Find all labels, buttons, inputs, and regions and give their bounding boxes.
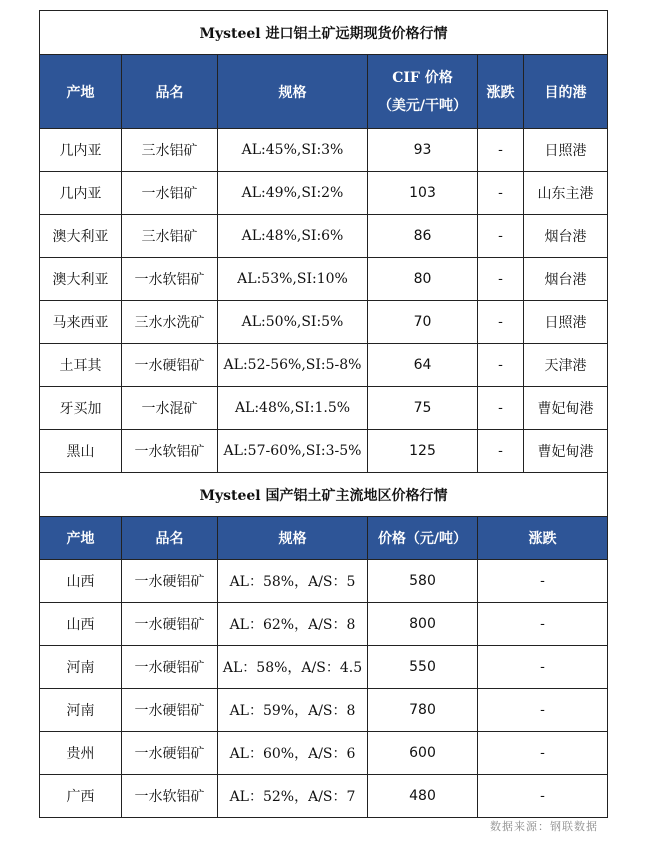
- cell-change: -: [478, 603, 608, 646]
- cell-spec: AL：52%，A/S：7: [218, 775, 368, 818]
- cell-price: 75: [368, 387, 478, 430]
- cell-origin: 马来西亚: [40, 301, 122, 344]
- header-change: 涨跌: [478, 55, 524, 129]
- cell-spec: AL：60%，A/S：6: [218, 732, 368, 775]
- cell-change: -: [478, 560, 608, 603]
- cell-product: 一水硬铝矿: [122, 560, 218, 603]
- cell-product: 一水混矿: [122, 387, 218, 430]
- cell-product: 一水铝矿: [122, 172, 218, 215]
- cell-origin: 几内亚: [40, 172, 122, 215]
- cell-price: 480: [368, 775, 478, 818]
- cell-change: -: [478, 215, 524, 258]
- cell-product: 一水硬铝矿: [122, 646, 218, 689]
- data-source-note: 数据来源：钢联数据: [490, 820, 598, 833]
- cell-product: 一水硬铝矿: [122, 732, 218, 775]
- cell-price: 780: [368, 689, 478, 732]
- header-cif-price: [368, 55, 478, 129]
- cell-price: 80: [368, 258, 478, 301]
- domestic-table-row: [40, 560, 608, 603]
- domestic-header-row: [40, 517, 608, 560]
- cell-spec: AL:48%,SI:6%: [218, 215, 368, 258]
- cell-change: -: [478, 172, 524, 215]
- cell-origin: 牙买加: [40, 387, 122, 430]
- cell-port: 烟台港: [524, 215, 608, 258]
- import-table-row: [40, 387, 608, 430]
- header-origin: 产地: [40, 517, 122, 560]
- cell-spec: AL：58%，A/S：5: [218, 560, 368, 603]
- cell-product: 三水铝矿: [122, 215, 218, 258]
- cell-product: 三水水洗矿: [122, 301, 218, 344]
- cell-product: 一水硬铝矿: [122, 603, 218, 646]
- cell-price: 86: [368, 215, 478, 258]
- header-change: 涨跌: [478, 517, 608, 560]
- cell-origin: 澳大利亚: [40, 215, 122, 258]
- cell-port: 山东主港: [524, 172, 608, 215]
- cell-change: -: [478, 775, 608, 818]
- cell-change: -: [478, 732, 608, 775]
- cell-spec: AL:49%,SI:2%: [218, 172, 368, 215]
- cell-change: -: [478, 689, 608, 732]
- cell-port: 曹妃甸港: [524, 430, 608, 473]
- header-port: 目的港: [524, 55, 608, 129]
- header-price: 价格（元/吨）: [368, 517, 478, 560]
- cell-price: 580: [368, 560, 478, 603]
- cell-price: 103: [368, 172, 478, 215]
- cell-change: -: [478, 129, 524, 172]
- cell-change: -: [478, 387, 524, 430]
- cell-spec: AL:48%,SI:1.5%: [218, 387, 368, 430]
- import-table-row: [40, 344, 608, 387]
- cell-price: 93: [368, 129, 478, 172]
- import-header-row: [40, 55, 608, 129]
- header-spec: 规格: [218, 55, 368, 129]
- cell-price: 70: [368, 301, 478, 344]
- import-table-row: [40, 129, 608, 172]
- cell-product: 一水软铝矿: [122, 430, 218, 473]
- cell-spec: AL：58%，A/S：4.5: [218, 646, 368, 689]
- cell-price: 800: [368, 603, 478, 646]
- header-cif-line1: CIF 价格: [392, 69, 453, 86]
- domestic-table-row: [40, 689, 608, 732]
- cell-change: -: [478, 646, 608, 689]
- header-origin: 产地: [40, 55, 122, 129]
- cell-spec: AL:57-60%,SI:3-5%: [218, 430, 368, 473]
- cell-product: 一水硬铝矿: [122, 344, 218, 387]
- domestic-table-row: [40, 603, 608, 646]
- cell-port: 天津港: [524, 344, 608, 387]
- cell-spec: AL:45%,SI:3%: [218, 129, 368, 172]
- cell-product: 一水软铝矿: [122, 258, 218, 301]
- header-product: 品名: [122, 55, 218, 129]
- cell-product: 一水软铝矿: [122, 775, 218, 818]
- cell-origin: 几内亚: [40, 129, 122, 172]
- cell-price: 550: [368, 646, 478, 689]
- cell-change: -: [478, 301, 524, 344]
- cell-spec: AL：62%，A/S：8: [218, 603, 368, 646]
- cell-change: -: [478, 258, 524, 301]
- cell-origin: 黑山: [40, 430, 122, 473]
- import-table-row: [40, 215, 608, 258]
- cell-spec: AL:52-56%,SI:5-8%: [218, 344, 368, 387]
- cell-origin: 山西: [40, 603, 122, 646]
- cell-price: 125: [368, 430, 478, 473]
- cell-price: 600: [368, 732, 478, 775]
- cell-port: 日照港: [524, 301, 608, 344]
- import-table-row: [40, 301, 608, 344]
- domestic-table-title: Mysteel 国产铝土矿主流地区价格行情: [40, 473, 608, 517]
- cell-product: 三水铝矿: [122, 129, 218, 172]
- cell-port: 曹妃甸港: [524, 387, 608, 430]
- header-product: 品名: [122, 517, 218, 560]
- cell-change: -: [478, 430, 524, 473]
- cell-origin: 山西: [40, 560, 122, 603]
- import-table-row: [40, 172, 608, 215]
- import-table-row: [40, 258, 608, 301]
- cell-origin: 广西: [40, 775, 122, 818]
- domestic-table-row: [40, 775, 608, 818]
- header-spec: 规格: [218, 517, 368, 560]
- price-table: [39, 10, 608, 818]
- price-report: [39, 10, 607, 818]
- cell-origin: 河南: [40, 646, 122, 689]
- cell-origin: 河南: [40, 689, 122, 732]
- cell-spec: AL:50%,SI:5%: [218, 301, 368, 344]
- cell-origin: 土耳其: [40, 344, 122, 387]
- import-table-title: Mysteel 进口铝土矿远期现货价格行情: [40, 11, 608, 55]
- cell-product: 一水硬铝矿: [122, 689, 218, 732]
- cell-port: 日照港: [524, 129, 608, 172]
- cell-spec: AL:53%,SI:10%: [218, 258, 368, 301]
- header-cif-line2: （美元/干吨）: [377, 97, 468, 114]
- cell-origin: 澳大利亚: [40, 258, 122, 301]
- import-table-row: [40, 430, 608, 473]
- cell-port: 烟台港: [524, 258, 608, 301]
- cell-price: 64: [368, 344, 478, 387]
- cell-change: -: [478, 344, 524, 387]
- domestic-table-row: [40, 732, 608, 775]
- domestic-table-row: [40, 646, 608, 689]
- cell-origin: 贵州: [40, 732, 122, 775]
- cell-spec: AL：59%，A/S：8: [218, 689, 368, 732]
